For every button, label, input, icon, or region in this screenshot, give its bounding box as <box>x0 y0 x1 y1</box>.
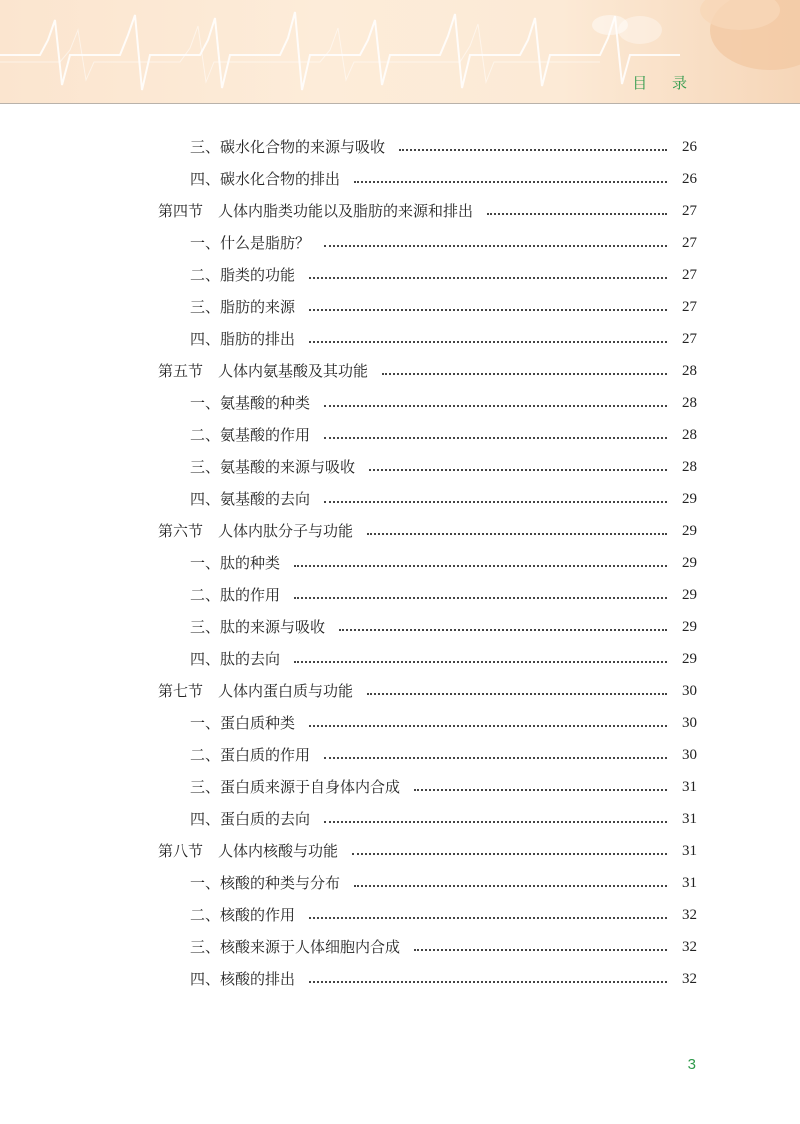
toc-entry-page: 30 <box>682 715 697 731</box>
toc-entry-title: 第六节 人体内肽分子与功能 <box>158 522 354 540</box>
toc-entry-page: 29 <box>682 555 697 571</box>
toc-entry-page: 31 <box>682 811 697 827</box>
toc-item-row[interactable] <box>190 707 697 739</box>
toc-entry-title: 二、核酸的作用 <box>190 906 296 924</box>
toc-entry-page: 28 <box>682 395 697 411</box>
toc-item-row[interactable] <box>190 867 697 899</box>
toc-entry-title: 二、蛋白质的作用 <box>190 746 311 764</box>
toc-item-row[interactable] <box>190 739 697 771</box>
toc-leader-dots <box>309 980 667 983</box>
toc-entry-title: 二、脂类的功能 <box>190 266 296 284</box>
header-title: 目 录 <box>632 74 697 92</box>
toc-item-row[interactable] <box>190 483 697 515</box>
toc-entry-title: 第七节 人体内蛋白质与功能 <box>158 682 354 700</box>
toc-entry-title: 第八节 人体内核酸与功能 <box>158 842 339 860</box>
toc-leader-dots <box>339 628 667 631</box>
toc-leader-dots <box>367 532 667 535</box>
toc-leader-dots <box>309 340 667 343</box>
toc-entry-title: 四、氨基酸的去向 <box>190 490 311 508</box>
toc-item-row[interactable] <box>190 963 697 995</box>
toc-entry-page: 27 <box>682 235 697 251</box>
toc-item-row[interactable] <box>190 547 697 579</box>
toc-entry-page: 32 <box>682 907 697 923</box>
toc-leader-dots <box>352 852 667 855</box>
page-header <box>0 0 800 104</box>
toc-leader-dots <box>382 372 667 375</box>
toc-entry-title: 第四节 人体内脂类功能以及脂肪的来源和排出 <box>158 202 474 220</box>
toc-entry-page: 29 <box>682 651 697 667</box>
toc-item-row[interactable] <box>190 451 697 483</box>
toc-entry-page: 28 <box>682 459 697 475</box>
toc-leader-dots <box>354 884 667 887</box>
toc-leader-dots <box>324 244 667 247</box>
toc-item-row[interactable] <box>190 643 697 675</box>
toc-item-row[interactable] <box>190 291 697 323</box>
toc-entry-title: 三、核酸来源于人体细胞内合成 <box>190 938 401 956</box>
toc-entry-page: 32 <box>682 939 697 955</box>
toc-entry-title: 三、脂肪的来源 <box>190 298 296 316</box>
toc-entry-title: 一、核酸的种类与分布 <box>190 874 341 892</box>
toc-section-row[interactable] <box>158 515 697 547</box>
toc-entry-page: 29 <box>682 491 697 507</box>
toc-item-row[interactable] <box>190 259 697 291</box>
toc-leader-dots <box>324 500 667 503</box>
toc-entry-page: 29 <box>682 619 697 635</box>
toc-section-row[interactable] <box>158 835 697 867</box>
toc-entry-title: 三、碳水化合物的来源与吸收 <box>190 138 386 156</box>
toc-item-row[interactable] <box>190 227 697 259</box>
toc-item-row[interactable] <box>190 419 697 451</box>
toc-entry-page: 27 <box>682 331 697 347</box>
toc-leader-dots <box>309 724 667 727</box>
toc-leader-dots <box>324 756 667 759</box>
toc-section-row[interactable] <box>158 675 697 707</box>
toc-entry-title: 四、核酸的排出 <box>190 970 296 988</box>
toc-entry-title: 一、什么是脂肪？ <box>190 234 311 252</box>
page-number: 3 <box>687 1056 696 1073</box>
toc-entry-title: 三、氨基酸的来源与吸收 <box>190 458 356 476</box>
toc-leader-dots <box>294 596 667 599</box>
toc-entry-page: 27 <box>682 299 697 315</box>
toc-item-row[interactable] <box>190 611 697 643</box>
toc-entry-title: 四、蛋白质的去向 <box>190 810 311 828</box>
toc-leader-dots <box>324 404 667 407</box>
toc-entry-title: 一、氨基酸的种类 <box>190 394 311 412</box>
toc-entry-page: 31 <box>682 779 697 795</box>
toc-entry-page: 27 <box>682 267 697 283</box>
toc-entry-page: 31 <box>682 875 697 891</box>
toc-entry-page: 32 <box>682 971 697 987</box>
toc-entry-page: 29 <box>682 587 697 603</box>
toc-item-row[interactable] <box>190 899 697 931</box>
toc-entry-page: 29 <box>682 523 697 539</box>
toc-item-row[interactable] <box>190 131 697 163</box>
toc-entry-title: 一、肽的种类 <box>190 554 281 572</box>
toc-section-row[interactable] <box>158 355 697 387</box>
toc-item-row[interactable] <box>190 387 697 419</box>
toc-entry-title: 四、肽的去向 <box>190 650 281 668</box>
toc-leader-dots <box>414 948 667 951</box>
toc-entry-page: 28 <box>682 427 697 443</box>
toc-entry-title: 三、蛋白质来源于自身体内合成 <box>190 778 401 796</box>
toc-entry-page: 31 <box>682 843 697 859</box>
toc-leader-dots <box>324 436 667 439</box>
toc-item-row[interactable] <box>190 771 697 803</box>
toc-entry-page: 30 <box>682 747 697 763</box>
toc-leader-dots <box>487 212 667 215</box>
toc-item-row[interactable] <box>190 323 697 355</box>
toc-item-row[interactable] <box>190 803 697 835</box>
toc-leader-dots <box>399 148 667 151</box>
toc-entry-page: 26 <box>682 171 697 187</box>
toc-leader-dots <box>367 692 667 695</box>
toc-entry-title: 三、肽的来源与吸收 <box>190 618 326 636</box>
toc-item-row[interactable] <box>190 931 697 963</box>
toc-leader-dots <box>309 308 667 311</box>
toc-entry-title: 一、蛋白质种类 <box>190 714 296 732</box>
toc-entry-title: 二、氨基酸的作用 <box>190 426 311 444</box>
toc-leader-dots <box>294 660 667 663</box>
toc-entry-page: 26 <box>682 139 697 155</box>
toc-leader-dots <box>369 468 667 471</box>
toc-leader-dots <box>309 276 667 279</box>
toc-item-row[interactable] <box>190 163 697 195</box>
toc-entry-title: 四、碳水化合物的排出 <box>190 170 341 188</box>
toc-leader-dots <box>294 564 667 567</box>
toc-section-row[interactable] <box>158 195 697 227</box>
toc-entry-title: 第五节 人体内氨基酸及其功能 <box>158 362 369 380</box>
toc-leader-dots <box>309 916 667 919</box>
toc-leader-dots <box>324 820 667 823</box>
toc-entry-page: 30 <box>682 683 697 699</box>
toc-leader-dots <box>414 788 667 791</box>
toc-entry-title: 四、脂肪的排出 <box>190 330 296 348</box>
toc-entry-title: 二、肽的作用 <box>190 586 281 604</box>
toc-leader-dots <box>354 180 667 183</box>
toc-item-row[interactable] <box>190 579 697 611</box>
toc-entry-page: 28 <box>682 363 697 379</box>
toc-entry-page: 27 <box>682 203 697 219</box>
